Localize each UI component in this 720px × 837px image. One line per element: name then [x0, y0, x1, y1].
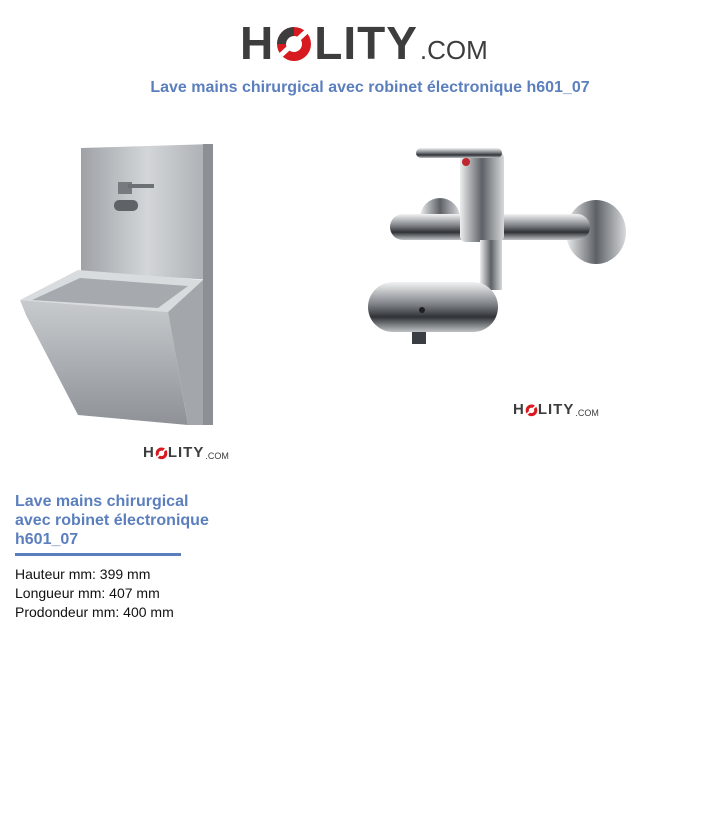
logo-domain: .COM [575, 408, 599, 418]
holity-watermark-logo [143, 441, 229, 461]
product-specs [15, 565, 174, 622]
logo-letter-h: H [143, 444, 155, 461]
spec-depth: Prodondeur mm: 400 mm [15, 604, 174, 620]
logo-letters-lity: LITY [167, 444, 205, 461]
spec-length: Longueur mm: 407 mm [15, 585, 160, 601]
logo-domain: .COM [419, 35, 488, 65]
logo-domain: .COM [205, 451, 229, 461]
logo-o-mark [155, 446, 168, 460]
page-title: Lave mains chirurgical avec robinet électronique h601_07 [150, 79, 590, 96]
logo-o-mark [275, 23, 313, 63]
logo-letter-h: H [513, 401, 525, 418]
title-underline [15, 553, 181, 556]
sink-product-image [18, 140, 218, 430]
spec-height: Hauteur mm: 399 mm [15, 566, 151, 582]
holity-watermark-logo [513, 396, 599, 418]
holity-logo [240, 10, 488, 69]
logo-letters-lity: LITY [314, 17, 418, 69]
logo-o-mark [525, 403, 538, 417]
logo-letters-lity: LITY [537, 401, 575, 418]
faucet-product-image [360, 140, 640, 360]
product-title: Lave mains chirurgical avec robinet électronique h601_07 [15, 493, 209, 548]
logo-letter-h: H [240, 17, 275, 69]
